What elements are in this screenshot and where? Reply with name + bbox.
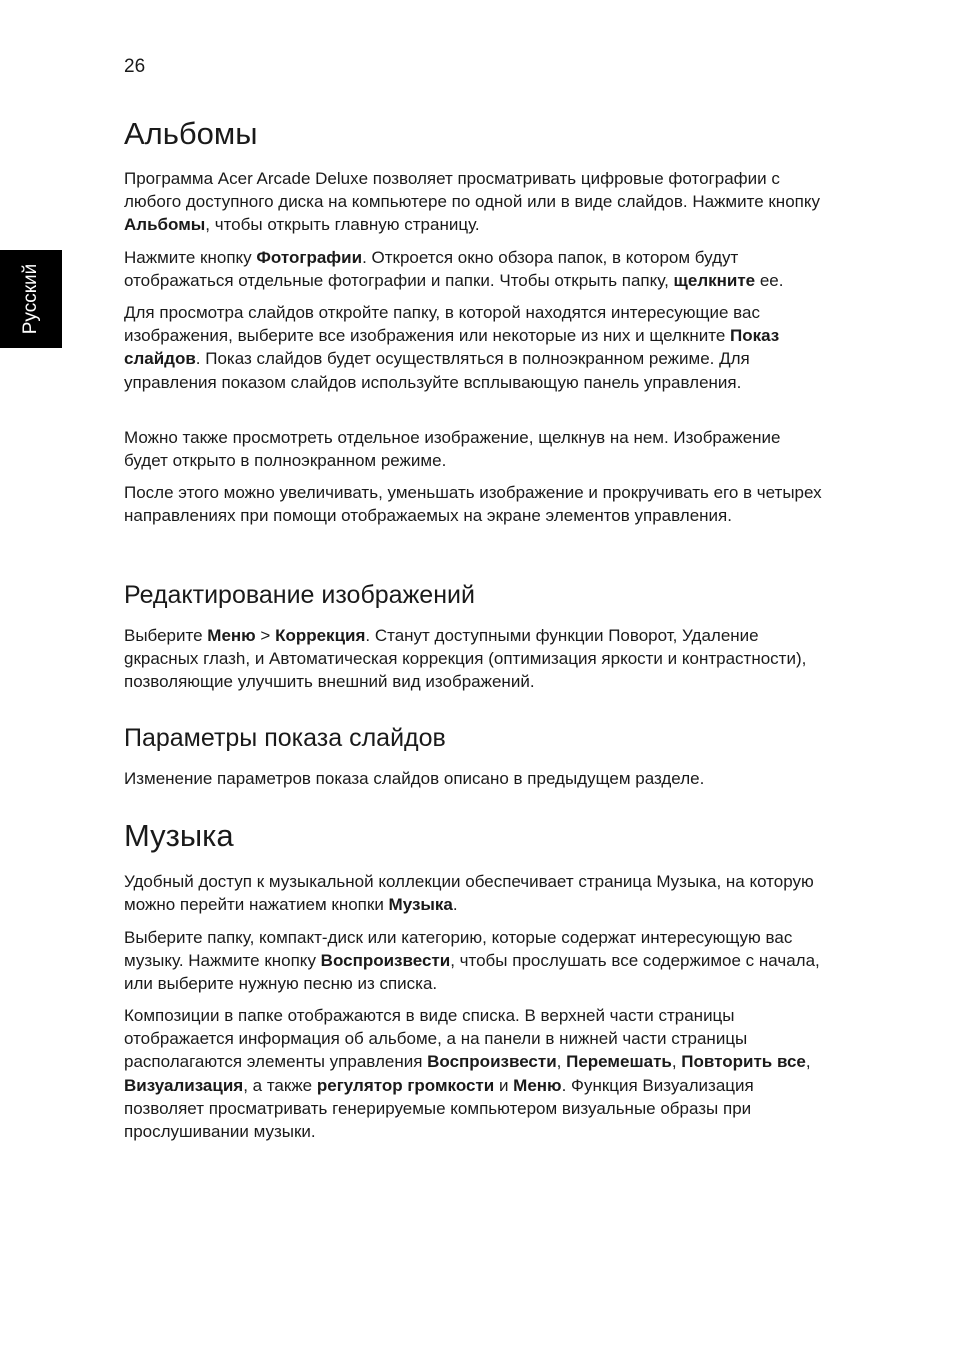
music-paragraph-3: Композиции в папке отображаются в виде списка. В верхней части страницы отображается информация об альбоме, а на панели в нижней части страницы располагаются элементы управления Воспроизвести, Перемешать, Повторить все, Визуализация, а также регулятор громкости и Меню. Функция Визуализация позволяет просматривать генерируемые компьютером визуальные образы при прослушивании музыки.	[124, 1006, 811, 1142]
slideshow-paragraph-1: Изменение параметров показа слайдов описано в предыдущем разделе.	[124, 769, 705, 788]
albums-paragraph-4: Можно также просмотреть отдельное изображение, щелкнув на нем. Изображение будет открыто в полноэкранном режиме.	[124, 428, 781, 471]
albums-paragraph-3: Для просмотра слайдов откройте папку, в которой находятся интересующие вас изображения, выберите все изображения или некоторые из них и щелкните Показ слайдов. Показ слайдов будет осуществляться в полноэкранном режиме. Для управления показом слайдов используйте всплывающую панель управления.	[124, 303, 780, 392]
language-side-tab	[0, 250, 62, 348]
music-paragraph-1: Удобный доступ к музыкальной коллекции обеспечивает страница Музыка, на которую можно перейти нажатием кнопки Музыка.	[124, 872, 814, 915]
section-title-music: Музыка	[124, 818, 234, 853]
page-number: 26	[124, 56, 146, 77]
section-title-slideshow: Параметры показа слайдов	[124, 724, 446, 752]
albums-paragraph-5: После этого можно увеличивать, уменьшать изображение и прокручивать его в четырех направлениях при помощи отображаемых на экране элементов управления.	[124, 483, 822, 526]
albums-paragraph-2: Нажмите кнопку Фотографии. Откроется окно обзора папок, в котором будут отображаться отдельные фотографии и папки. Чтобы открыть папку, щелкните ее.	[124, 248, 784, 291]
editing-paragraph-1: Выберите Меню > Коррекция. Станут доступными функции Поворот, Удаление gкрасных глазh, и Автоматическая коррекция (оптимизация яркости и контрастности), позволяющие улучшить внешний вид изображений.	[124, 626, 807, 692]
section-title-editing: Редактирование изображений	[124, 581, 475, 609]
language-side-tab-label: Русский	[20, 263, 41, 335]
albums-paragraph-1: Программа Acer Arcade Deluxe позволяет просматривать цифровые фотографии с любого доступного диска на компьютере по одной или в виде слайдов. Нажмите кнопку Альбомы, чтобы открыть главную страницу.	[124, 169, 820, 235]
music-paragraph-2: Выберите папку, компакт-диск или категорию, которые содержат интересующую вас музыку. Нажмите кнопку Воспроизвести, чтобы прослушать все содержимое с начала, или выберите нужную песню из списка.	[124, 928, 820, 994]
section-title-albums: Альбомы	[124, 116, 258, 151]
